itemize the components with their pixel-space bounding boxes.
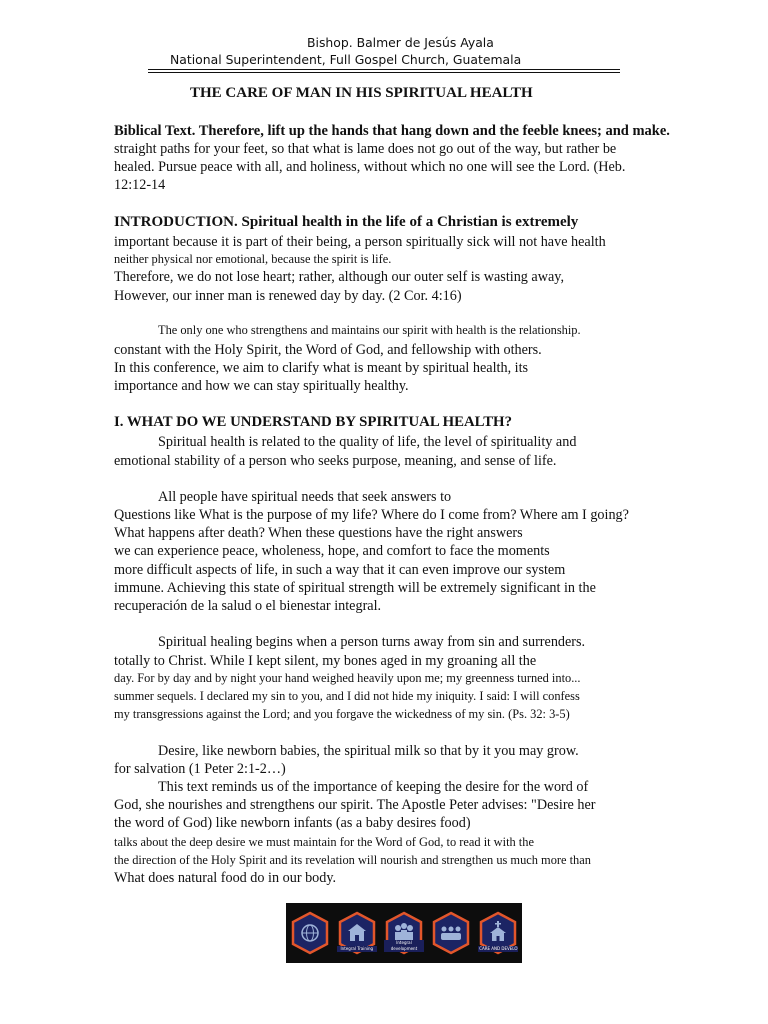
banner-item xyxy=(478,911,518,955)
section1-p4-line: the word of God) like newborn infants (as a baby desires food) xyxy=(114,815,471,831)
banner-item-label: Integral development xyxy=(384,940,424,952)
introduction-lead: INTRODUCTION. Spiritual health in the life of a Christian is extremely xyxy=(114,214,579,230)
section1-p3-line: day. For by day and by night your hand weighed heavily upon me; my greenness turned into... xyxy=(114,671,581,685)
section1-p3-line: totally to Christ. While I kept silent, my bones aged in my groaning all the xyxy=(114,653,537,669)
section1-p3-line: my transgressions against the Lord; and you forgave the wickedness of my sin. (Ps. 32: 3-5) xyxy=(114,707,570,721)
intro-para2-line: importance and how we can stay spiritually healthy. xyxy=(114,378,409,394)
section-heading: I. WHAT DO WE UNDERSTAND BY SPIRITUAL HEALTH? xyxy=(114,414,512,430)
introduction-line: Therefore, we do not lose heart; rather, although our outer self is wasting away, xyxy=(114,269,564,285)
intro-para2-line: In this conference, we aim to clarify what is meant by spiritual health, its xyxy=(114,360,529,376)
section1-p1-line: Spiritual health is related to the quality of life, the level of spirituality and xyxy=(158,434,577,450)
introduction-line: However, our inner man is renewed day by day. (2 Cor. 4:16) xyxy=(114,288,462,304)
banner-item xyxy=(290,911,330,955)
author-position: National Superintendent, Full Gospel Church, Guatemala xyxy=(170,52,522,67)
group-icon xyxy=(431,911,471,955)
section1-p2-line: more difficult aspects of life, in such a way that it can even improve our system xyxy=(114,562,566,578)
section1-p4-line: for salvation (1 Peter 2:1-2…) xyxy=(114,761,286,777)
section1-p2-line: Questions like What is the purpose of my life? Where do I come from? Where am I going? xyxy=(114,507,629,523)
section1-p2-line: All people have spiritual needs that seek answers to xyxy=(158,489,452,505)
intro-para2-line: constant with the Holy Spirit, the Word of God, and fellowship with others. xyxy=(114,342,542,358)
section1-p3-line: summer sequels. I declared my sin to you, and I did not hide my iniquity. I said: I will confess xyxy=(114,689,580,703)
biblical-text-line: healed. Pursue peace with all, and holiness, without which no one will see the Lord. (Heb. xyxy=(114,159,626,175)
author-name: Bishop. Balmer de Jesús Ayala xyxy=(307,35,494,50)
section1-p1-line: emotional stability of a person who seeks purpose, meaning, and sense of life. xyxy=(114,453,557,469)
banner-item xyxy=(337,911,377,955)
section1-p2-line: recuperación de la salud o el bienestar integral. xyxy=(114,598,382,614)
header-rule-top xyxy=(148,69,620,70)
banner-item-label: CARE AND DEVELO xyxy=(479,946,518,951)
section1-p4-line: What does natural food do in our body. xyxy=(114,870,337,886)
section1-p4-line: Desire, like newborn babies, the spiritual milk so that by it you may grow. xyxy=(158,743,579,759)
section1-p2-line: immune. Achieving this state of spiritual strength will be extremely significant in the xyxy=(114,580,596,596)
section1-p3-line: Spiritual healing begins when a person turns away from sin and surrenders. xyxy=(158,634,586,650)
biblical-text-line: 12:12-14 xyxy=(114,177,166,193)
introduction-line: neither physical nor emotional, because the spirit is life. xyxy=(114,252,392,266)
section1-p4-line: talks about the deep desire we must maintain for the Word of God, to read it with the xyxy=(114,835,534,849)
banner-item-label: Integral Training xyxy=(337,946,377,952)
ministry-banner xyxy=(286,903,522,963)
banner-item xyxy=(384,911,424,955)
introduction-line: important because it is part of their being, a person spiritually sick will not have health xyxy=(114,234,606,250)
section1-p2-line: we can experience peace, wholeness, hope, and comfort to face the moments xyxy=(114,543,550,559)
section1-p2-line: What happens after death? When these questions have the right answers xyxy=(114,525,523,541)
biblical-text-lead: Biblical Text. Therefore, lift up the hands that hang down and the feeble knees; and make. xyxy=(114,123,670,139)
section1-p4-line: This text reminds us of the importance of keeping the desire for the word of xyxy=(158,779,589,795)
intro-para2-line: The only one who strengthens and maintains our spirit with health is the relationship. xyxy=(158,323,581,337)
section1-p4-line: God, she nourishes and strengthens our spirit. The Apostle Peter advises: "Desire her xyxy=(114,797,596,813)
header-rule-bottom xyxy=(148,72,620,73)
banner-item xyxy=(431,911,471,955)
biblical-text-line: straight paths for your feet, so that what is lame does not go out of the way, but rather be xyxy=(114,141,617,157)
globe-icon xyxy=(290,911,330,955)
page-title: THE CARE OF MAN IN HIS SPIRITUAL HEALTH xyxy=(190,85,533,101)
section1-p4-line: the direction of the Holy Spirit and its revelation will nourish and strengthen us much more than xyxy=(114,853,591,867)
